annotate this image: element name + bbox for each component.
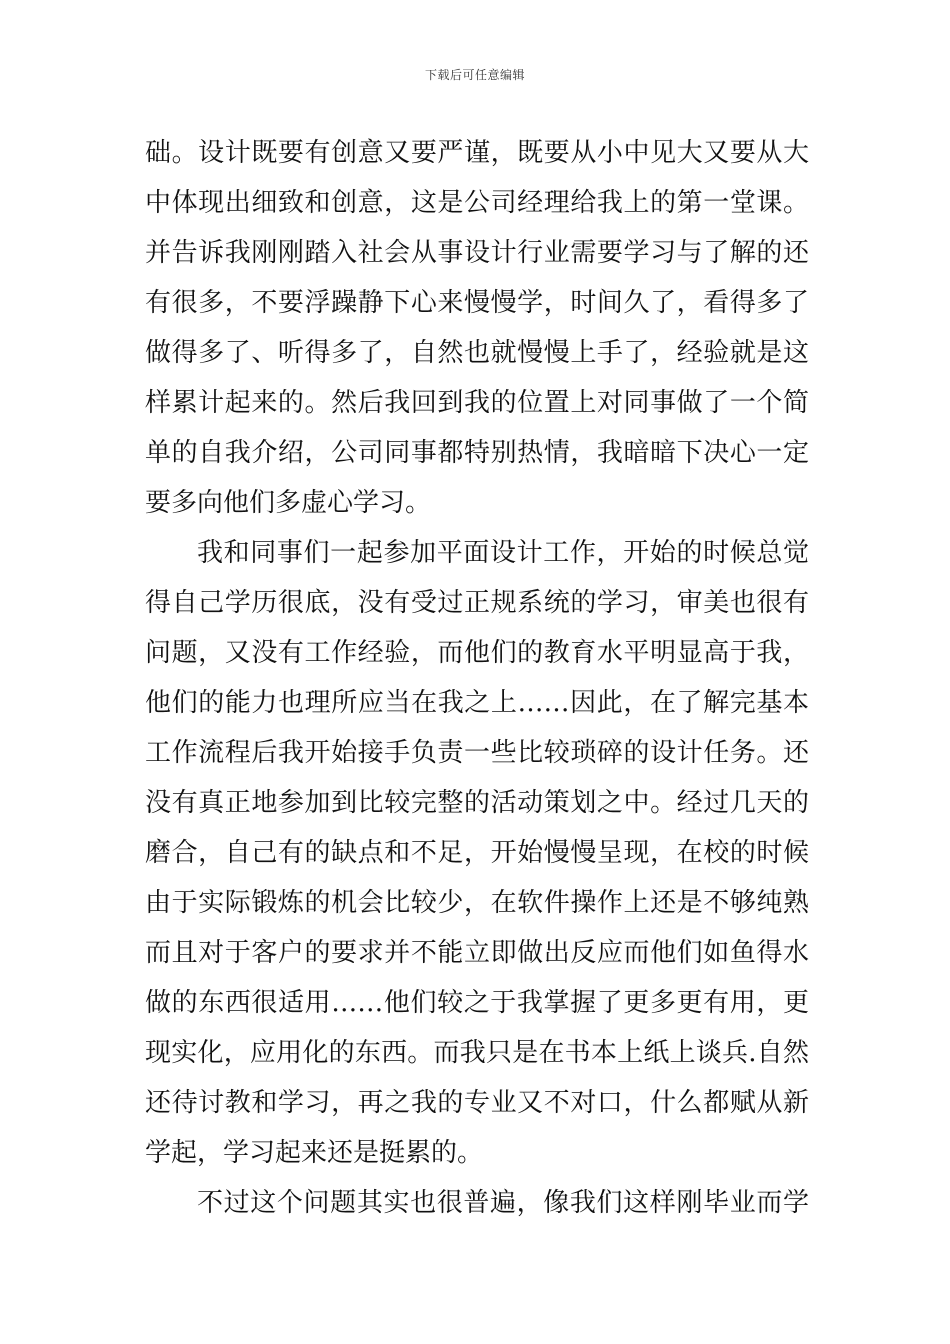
- text-line: 有很多，不要浮躁静下心来慢慢学，时间久了，看得多了: [145, 288, 809, 318]
- header-note: 下载后可任意编辑: [424, 68, 525, 82]
- text-line: 磨合，自己有的缺点和不足，开始慢慢呈现，在校的时候: [145, 838, 809, 868]
- body-text: [145, 128, 809, 1228]
- paragraph-start-line: 我和同事们一起参加平面设计工作，开始的时候总觉: [197, 538, 809, 568]
- text-line: 还待讨教和学习，再之我的专业又不对口，什么都赋从新: [145, 1088, 809, 1118]
- paragraph-start-line: 不过这个问题其实也很普遍，像我们这样刚毕业而学: [197, 1188, 809, 1218]
- text-line: 工作流程后我开始接手负责一些比较琐碎的设计任务。还: [145, 738, 809, 768]
- text-line: 没有真正地参加到比较完整的活动策划之中。经过几天的: [145, 788, 809, 818]
- text-line: 要多向他们多虚心学习。: [145, 488, 432, 518]
- text-line: 做得多了、听得多了，自然也就慢慢上手了，经验就是这: [145, 338, 809, 368]
- text-line: 础。设计既要有创意又要严谨，既要从小中见大又要从大: [145, 138, 809, 168]
- text-line: 而且对于客户的要求并不能立即做出反应而他们如鱼得水: [145, 938, 809, 968]
- text-line: 做的东西很适用……他们较之于我掌握了更多更有用，更: [145, 988, 809, 1018]
- text-line: 问题，又没有工作经验，而他们的教育水平明显高于我，: [145, 638, 809, 668]
- text-line: 学起，学习起来还是挺累的。: [145, 1138, 484, 1168]
- text-line: 中体现出细致和创意，这是公司经理给我上的第一堂课。: [145, 188, 809, 218]
- text-line: 并告诉我刚刚踏入社会从事设计行业需要学习与了解的还: [145, 238, 809, 268]
- text-line: 单的自我介绍，公司同事都特别热情，我暗暗下决心一定: [145, 438, 809, 468]
- text-line: 现实化，应用化的东西。而我只是在书本上纸上谈兵.自然: [145, 1038, 809, 1068]
- text-line: 得自己学历很底，没有受过正规系统的学习，审美也很有: [145, 588, 809, 618]
- text-line: 由于实际锻炼的机会比较少，在软件操作上还是不够纯熟: [145, 888, 809, 918]
- text-line: 样累计起来的。然后我回到我的位置上对同事做了一个简: [145, 388, 809, 418]
- text-line: 他们的能力也理所应当在我之上……因此，在了解完基本: [145, 688, 809, 718]
